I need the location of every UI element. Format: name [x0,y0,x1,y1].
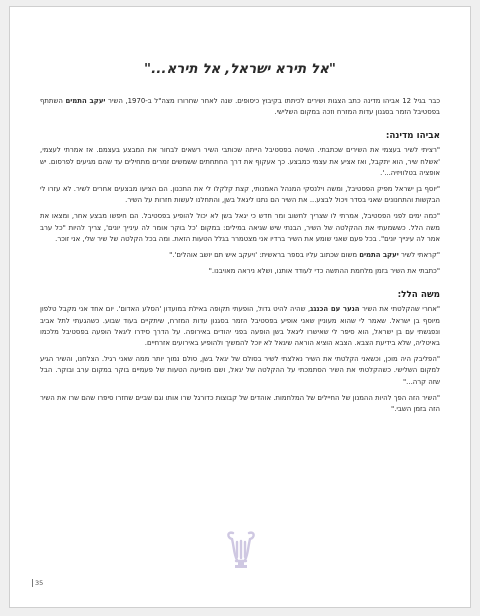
moshe-paragraph-1 [40,304,440,349]
avihu-paragraph-5: "כתבתי את השיר בזמן מלחמת ההתשה כדי לעודד אותנו, ושלא ניראה מאויבנו." [208,267,440,276]
quote-text: "אחרי שהקלטתי את השיר [359,305,440,314]
lyre-icon [224,527,258,569]
section-heading-avihu: אביהו מדינה: [385,131,440,142]
avihu-paragraph-4 [40,250,440,261]
moshe-paragraph-3: "השיר הזה הפך להיות ההמנון של החיילים של המלחמות. אוהדים של קבוצות כדורגל שרו אותו וגם שביים שחזרו סיפרו שהם שרו את השיר הזה בזמן השבי." [40,393,440,414]
page-number-text: 35 [35,579,44,587]
document-page [9,6,471,608]
moshe-paragraph-2: "הפליבק היה מוכן, וכשאני הקלטתי את השיר נאלצתי לשיר בסולם של יגאל בשן, סולם נמוך יותר ממה שאני רגיל. הצלחנו, והשיר הגיע למקום השלישי. כשהקלטתי את השיר הסתמכתי על ההקלטה של יגאל, ושם מופיעה הטעות של פעמיים בוקר במקום ערב ובוקר. הבל שזה קרה..." [40,355,440,386]
page-title: "אל תירא ישראל, אל תירא..." [144,61,336,77]
quote-text: "קראתי לשיר [398,251,440,260]
page-number-divider [32,579,33,587]
section-heading-moshe: משה הלל: [397,290,440,301]
song-title-bold: יעקב התמים [359,251,399,260]
song-title-bold: יעקב התמים [65,97,106,105]
article-body [40,96,440,420]
avihu-paragraph-3: "כמה ימים לפני הפסטיבל, אמרתי לו שצריך לחשוב ומר חדש כי יגאל בשן לא יכול להופיע בפסטיבל. הם חיפשו מבצע אחר, ומצאו את משה הלל. כששמעתי את ההקלטה של השיר, הבנתי שיש שגיאה במילים: במקום 'כל בוקר אומר לה עינייך יונים', צריך להיות "כל ערב אמר לה עינייך יונים". בכל פעם שאני שומע את השיר ברדיו אני מצטמרר בגלל הטעות הזאת. ומה בכל הקלטה של שיר שלי, אני זוכר. [40,212,440,243]
intro-text: כבר בגיל 12 אביהו מדינה כתב הצגות ושירים לכיתתו בקיבוץ כיסופים. שנה לאחר שחרורו מצה"ל ב-1970, השיר [105,97,440,105]
avihu-paragraph-2: "יוסף בן ישראל מפיק הפסטיבל, ומשה וילנסקי המנהל האמנותי, קצת קלקלו לי את התכנון. הם הציעו מבצעים אחרים לשיר. לא עזרו לי הבקשות והתחנונים שאני בסדר ויכול לבצע... את השיר הם נתנו ליגאל בשן, והתחלנו לעשות חזרות על השיר. [40,185,440,205]
quote-text-end: משום שכתוב עליו בספר בראשית: 'ויעקב איש תם יושב אוהלים'." [169,251,360,260]
song-title-bold: הנער עם הכנגג [310,305,360,314]
intro-text-end: השתתף בפסטיבל הזמר בסגנון עדות המזרח וזכה במקום השלישי. [40,97,440,117]
intro-paragraph [40,96,440,118]
page-number [32,579,43,587]
quote-text-end: , שהיה להיט גדול, הופעתי תקופה באילת במועדון 'הסלע האדום'. יום אחד אני מקבל טלפון מיוסף בן ישראל. שאמר לי שהוא מעוניין שאני אופיע בפסטיבל הזמר בסגנון עדות המזרח, שיתקיים בעוד שבוע. כשהגעתי לתל אביב ונפגשתי עם בן ישראל, הוא סיפר לי שאישרו ליגאל בשן הופעה בפני יהודים באירופה. על הדרך סידרו ליגאל הופעה בפסטיבל מלכמו באיטליה, שלא בידיעת הצבא. הצבא הוציא הוראה שיגאל לא יוכל להמשיך ולהופיע באירועים אזרחיים. [40,305,440,348]
avihu-paragraph-1: "רציתי לשיר בעצמי את השירים שכתבתי. השיטה בפסטיבל הייתה שכותבי השיר רשאים לבחור את המבצע בעצמם. אז אמרתי לעצמי, 'אשלח שיר, הוא יתקבל, ואז אציע את עצמי כמבצע. כך אעקוף את דרך החתחתים ששמשים זמרים מתחילים עד שהם מגיעים לפרסום. יש אופציה בטלוויזיה...'. [40,146,440,177]
